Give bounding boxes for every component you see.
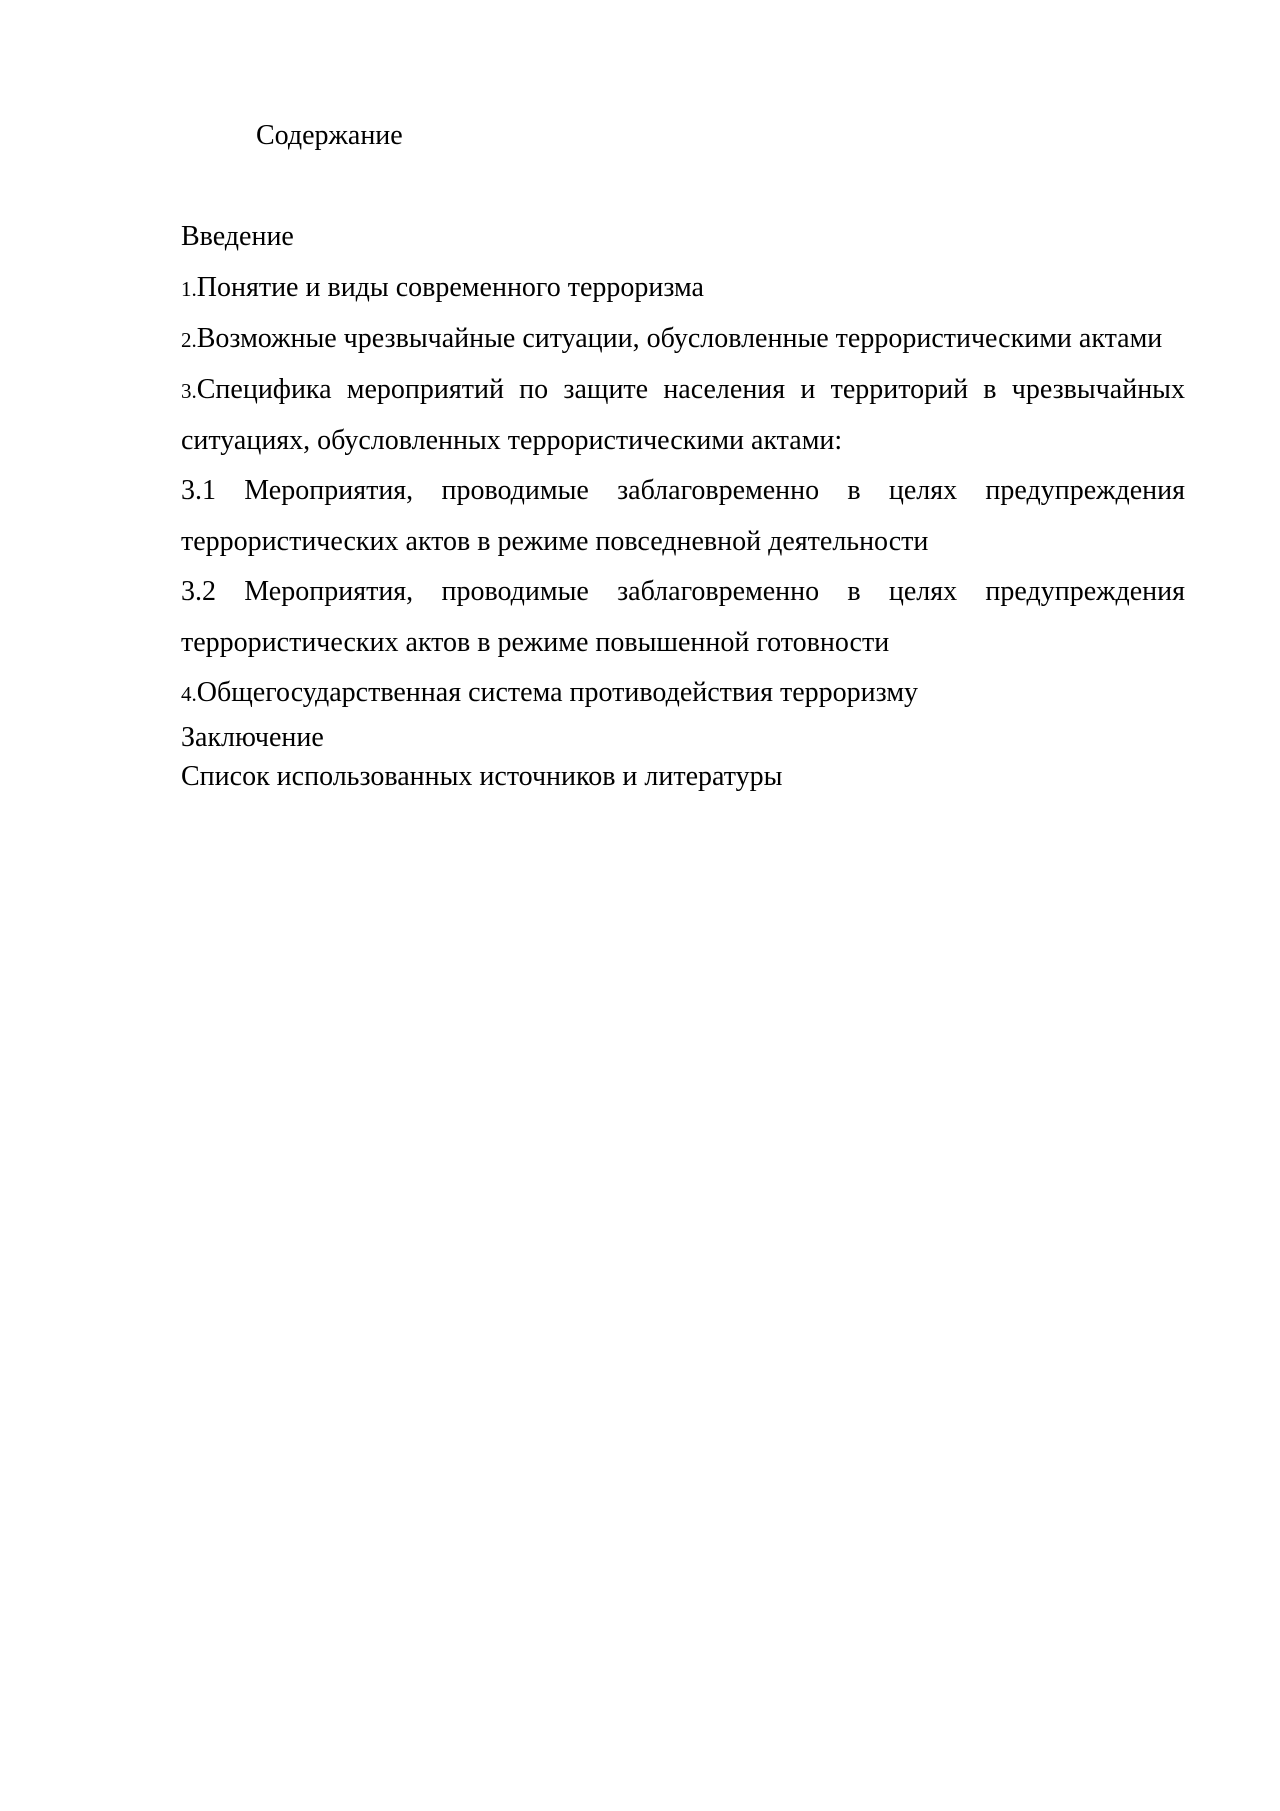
toc-entry-number: 2.: [181, 328, 197, 352]
toc-title: Содержание: [256, 120, 403, 151]
toc-entry-text: Заключение: [181, 722, 324, 753]
toc-entry-text: Список использованных источников и литературы: [181, 761, 783, 792]
toc-entry-text: 3.2 Мероприятия, проводимые заблаговременно в целях предупреждения террористических актов в режиме повышенной готовности: [181, 576, 1185, 658]
toc-entry-3-1: [181, 466, 1185, 567]
toc-entry-3: [181, 365, 1185, 466]
toc-entry-text: Понятие и виды современного терроризма: [196, 272, 704, 303]
toc-entry-number: 4.: [181, 682, 197, 706]
toc-entry-conclusion: [181, 719, 1185, 758]
toc-entry-number: 3.: [181, 379, 197, 403]
toc-entry-text: Общегосударственная система противодействия терроризму: [196, 677, 919, 708]
toc-entry-3-2: [181, 567, 1185, 668]
toc-entry-text: Специфика мероприятий по защите населения и территорий в чрезвычайных ситуациях, обусловленных террористическими актами:: [181, 374, 1185, 456]
toc-entry-2: [181, 314, 1185, 365]
toc-entry-text: 3.1 Мероприятия, проводимые заблаговременно в целях предупреждения террористических актов в режиме повседневной деятельности: [181, 475, 1185, 557]
toc-entry-1: [181, 263, 1185, 314]
toc-entry-introduction: [181, 212, 1185, 263]
table-of-contents: [181, 212, 1185, 797]
toc-entry-4: [181, 668, 1185, 719]
toc-entry-number: 1.: [181, 277, 197, 301]
toc-entry-references: [181, 758, 1185, 797]
toc-entry-text: Введение: [181, 221, 294, 252]
toc-entry-text: Возможные чрезвычайные ситуации, обусловленные террористическими актами: [196, 323, 1163, 354]
